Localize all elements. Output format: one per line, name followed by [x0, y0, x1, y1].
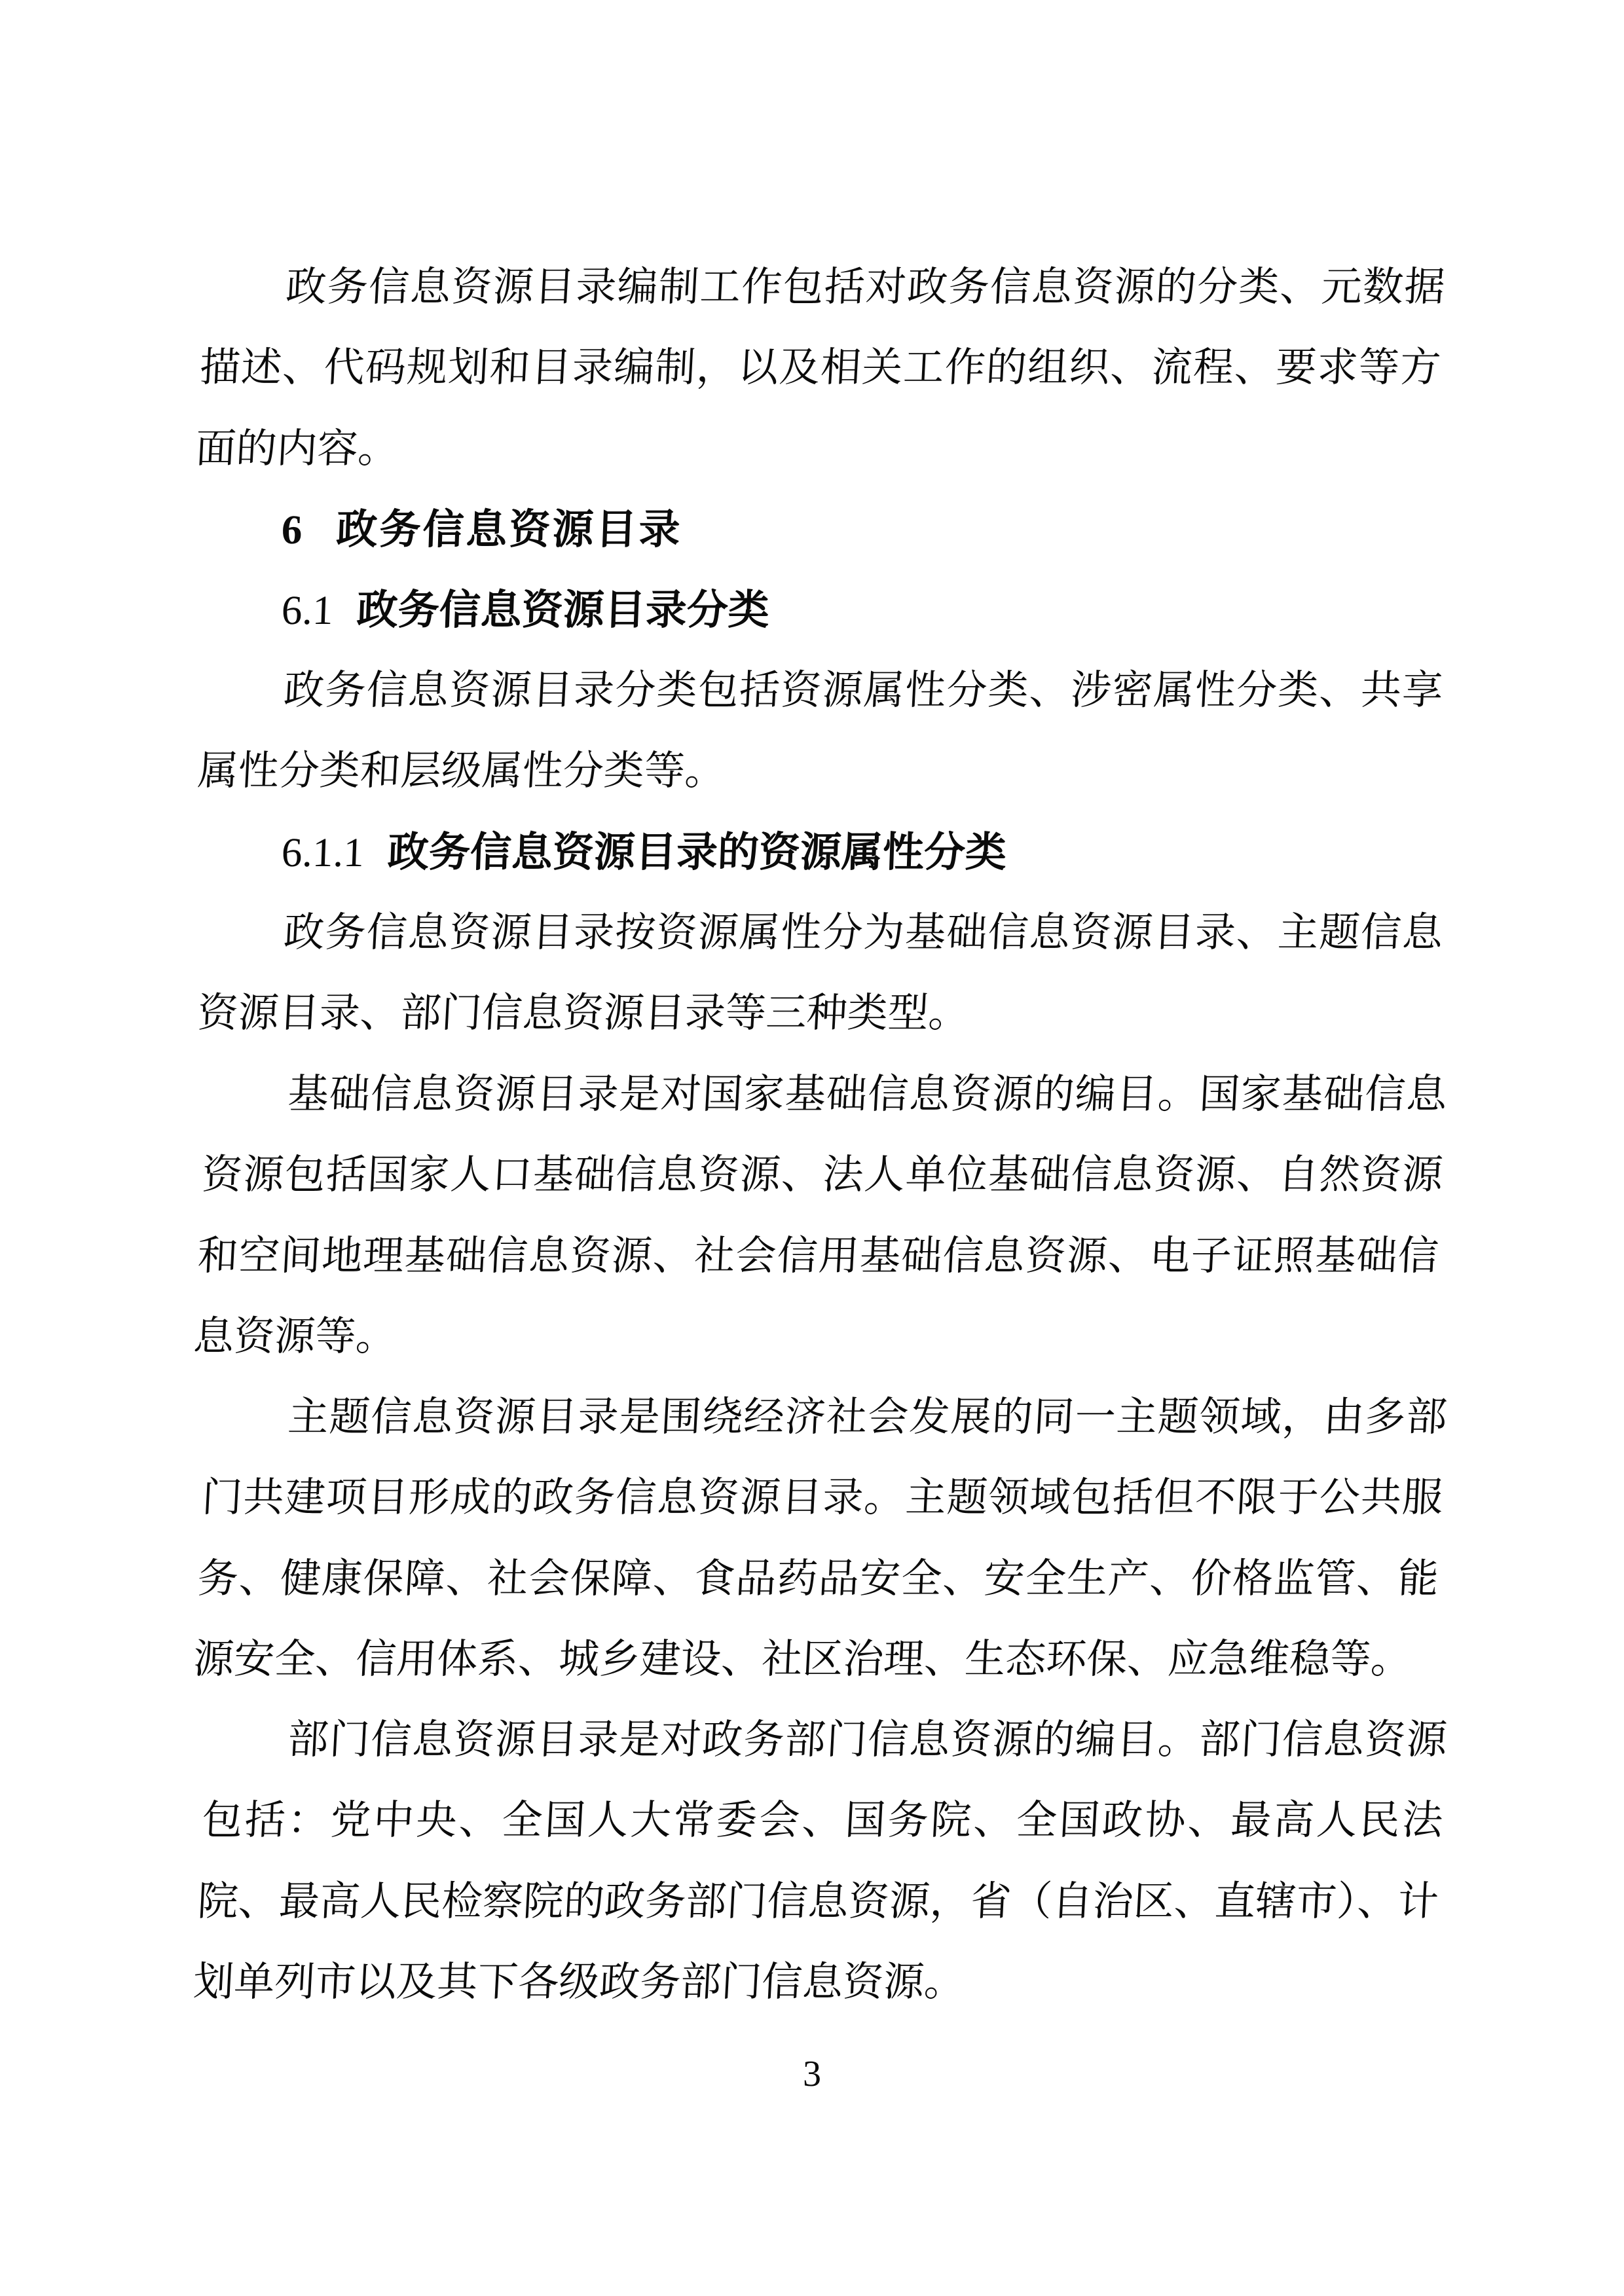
paragraph-resource-attribute-types: 政务信息资源目录按资源属性分为基础信息资源目录、主题信息资源目录、部门信息资源目录等三种类型。 — [196, 911, 1445, 1036]
document-body — [192, 247, 1449, 2024]
section-heading-6-1 — [198, 570, 1442, 651]
section-number: 6.1.1 — [280, 829, 365, 876]
section-heading-6-1-1 — [198, 812, 1442, 893]
paragraph-department-info-catalog: 部门信息资源目录是对政务部门信息资源的编目。部门信息资源包括：党中央、全国人大常委会、国务院、全国政协、最高人民法院、最高人民检察院的政务部门信息资源，省（自治区、直辖市）、计划单列市以及其下各级政务部门信息资源。 — [192, 1718, 1449, 2005]
section-title: 政务信息资源目录分类 — [356, 587, 770, 634]
paragraph-theme-info-catalog: 主题信息资源目录是围绕经济社会发展的同一主题领域，由多部门共建项目形成的政务信息资源目录。主题领域包括但不限于公共服务、健康保障、社会保障、食品药品安全、安全生产、价格监管、能源安全、信用体系、城乡建设、社区治理、生态环保、应急维稳等。 — [192, 1395, 1449, 1683]
paragraph-basic-info-catalog: 基础信息资源目录是对国家基础信息资源的编目。国家基础信息资源包括国家人口基础信息资源、法人单位基础信息资源、自然资源和空间地理基础信息资源、社会信用基础信息资源、电子证照基础信息资源等。 — [192, 1072, 1449, 1359]
page-number: 3 — [803, 2054, 821, 2094]
section-title: 政务信息资源目录 — [335, 506, 683, 553]
section-heading-6 — [198, 490, 1442, 570]
section-title: 政务信息资源目录的资源属性分类 — [386, 829, 1008, 876]
paragraph-catalog-work-scope: 政务信息资源目录编制工作包括对政务信息资源的分类、元数据描述、代码规划和目录编制，以及相关工作的组织、流程、要求等方面的内容。 — [194, 265, 1447, 471]
section-number: 6 — [280, 506, 303, 553]
paragraph-classification-overview: 政务信息资源目录分类包括资源属性分类、涉密属性分类、共享属性分类和层级属性分类等。 — [196, 668, 1445, 794]
section-number: 6.1 — [280, 587, 334, 634]
